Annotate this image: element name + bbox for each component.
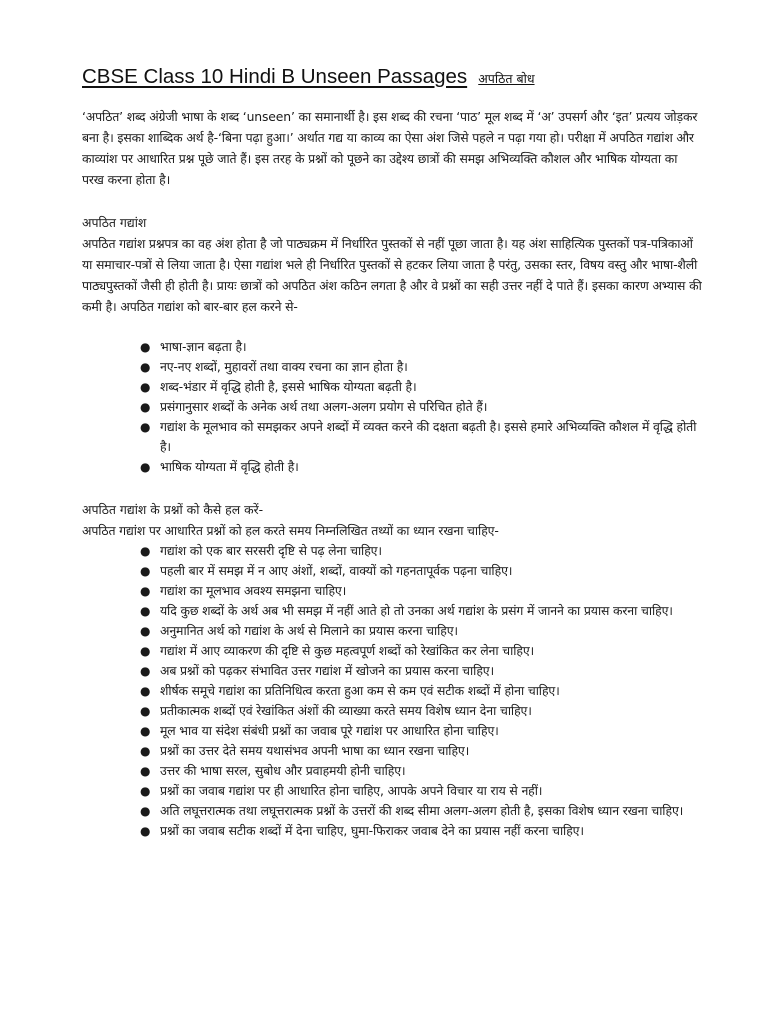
list-item: ● अति लघूत्तरात्मक तथा लघूत्तरात्मक प्रश्नों के उत्तरों की शब्द सीमा अलग-अलग होती है, इसका विशेष ध्यान रखना चाहिए।	[160, 801, 700, 821]
list-item: ● अब प्रश्नों को पढ़कर संभावित उत्तर गद्यांश में खोजने का प्रयास करना चाहिए।	[160, 661, 700, 681]
list-item: ● प्रश्नों का उत्तर देते समय यथासंभव अपनी भाषा का ध्यान रखना चाहिए।	[160, 741, 700, 761]
bullet-icon: ●	[140, 784, 151, 798]
document-title	[82, 62, 702, 94]
bullet-icon: ●	[140, 804, 151, 818]
bullet-icon: ●	[140, 360, 151, 374]
bullet-icon: ●	[140, 604, 151, 618]
bullet-icon: ●	[140, 744, 151, 758]
list-item: ● अनुमानित अर्थ को गद्यांश के अर्थ से मिलाने का प्रयास करना चाहिए।	[160, 621, 700, 641]
bullet-icon: ●	[140, 644, 151, 658]
bullet-icon: ●	[140, 704, 151, 718]
bullet-icon: ●	[140, 380, 151, 394]
list-item: ● पहली बार में समझ में न आए अंशों, शब्दों, वाक्यों को गहनतापूर्वक पढ़ना चाहिए।	[160, 561, 700, 581]
section1-paragraph: अपठित गद्यांश प्रश्नपत्र का वह अंश होता है जो पाठ्यक्रम में निर्धारित पुस्तकों से नहीं पूछा जाता है। यह अंश साहित्यिक पुस्तकों पत्र-पत्रिकाओं या समाचार-पत्रों से लिया जाता है। ऐसा गद्यांश भले ही निर्धारित पुस्तकों से हटकर लिया जाता है परंतु, उसका स्तर, विषय वस्तु और भाषा-शैली पाठ्यपुस्तकों जैसी ही होती है। प्रायः छात्रों को अपठित अंश कठिन लगता है और वे प्रश्नों का सही उत्तर नहीं दे पाते हैं। इसका कारण अभ्यास की कमी है। अपठित गद्यांश को बार-बार हल करने से-	[82, 236, 702, 314]
list-item: ● प्रसंगानुसार शब्दों के अनेक अर्थ तथा अलग-अलग प्रयोग से परिचित होते हैं।	[160, 397, 700, 417]
list-item: ● गद्यांश का मूलभाव अवश्य समझना चाहिए।	[160, 581, 700, 601]
list-item: ● नए-नए शब्दों, मुहावरों तथा वाक्य रचना का ज्ञान होता है।	[160, 357, 700, 377]
list-item: ● शीर्षक समूचे गद्यांश का प्रतिनिधित्व करता हुआ कम से कम एवं सटीक शब्दों में होना चाहिए।	[160, 681, 700, 701]
bullet-icon: ●	[140, 824, 151, 838]
list-item: ● भाषा-ज्ञान बढ़ता है।	[160, 337, 700, 357]
list-item: ● उत्तर की भाषा सरल, सुबोध और प्रवाहमयी होनी चाहिए।	[160, 761, 700, 781]
bullet-icon: ●	[140, 544, 151, 558]
tips-list	[140, 541, 700, 841]
section2-heading: अपठित गद्यांश के प्रश्नों को कैसे हल करें-	[82, 502, 264, 517]
list-item: ● गद्यांश को एक बार सरसरी दृष्टि से पढ़ लेना चाहिए।	[160, 541, 700, 561]
title-subtitle: अपठित बोध	[478, 71, 535, 86]
bullet-icon: ●	[140, 764, 151, 778]
bullet-icon: ●	[140, 664, 151, 678]
list-item: ● शब्द-भंडार में वृद्धि होती है, इससे भाषिक योग्यता बढ़ती है।	[160, 377, 700, 397]
bullet-icon: ●	[140, 420, 151, 434]
list-item: ● भाषिक योग्यता में वृद्धि होती है।	[160, 457, 700, 477]
benefits-list	[140, 337, 700, 477]
bullet-icon: ●	[140, 564, 151, 578]
section1-heading: अपठित गद्यांश	[82, 215, 147, 230]
list-item: ● प्रश्नों का जवाब सटीक शब्दों में देना चाहिए, घुमा-फिराकर जवाब देने का प्रयास नहीं करना चाहिए।	[160, 821, 700, 841]
list-item: ● गद्यांश के मूलभाव को समझकर अपने शब्दों में व्यक्त करने की दक्षता बढ़ती है। इससे हमारे अभिव्यक्ति कौशल में वृद्धि होती है।	[140, 419, 697, 454]
bullet-icon: ●	[140, 340, 151, 354]
bullet-icon: ●	[140, 584, 151, 598]
list-item: ● गद्यांश में आए व्याकरण की दृष्टि से कुछ महत्वपूर्ण शब्दों को रेखांकित कर लेना चाहिए।	[160, 641, 700, 661]
list-item: ● यदि कुछ शब्दों के अर्थ अब भी समझ में नहीं आते हो तो उनका अर्थ गद्यांश के प्रसंग में जानने का प्रयास करना चाहिए।	[160, 601, 700, 621]
list-item: ● प्रतीकात्मक शब्दों एवं रेखांकित अंशों की व्याख्या करते समय विशेष ध्यान देना चाहिए।	[160, 701, 700, 721]
bullet-icon: ●	[140, 724, 151, 738]
document-page	[82, 62, 702, 841]
title-main: CBSE Class 10 Hindi B Unseen Passages	[82, 65, 468, 88]
section2-intro: अपठित गद्यांश पर आधारित प्रश्नों को हल करते समय निम्नलिखित तथ्यों का ध्यान रखना चाहिए-	[82, 523, 499, 538]
list-item: ● मूल भाव या संदेश संबंधी प्रश्नों का जवाब पूरे गद्यांश पर आधारित होना चाहिए।	[160, 721, 700, 741]
bullet-icon: ●	[140, 624, 151, 638]
list-item: ● प्रश्नों का जवाब गद्यांश पर ही आधारित होना चाहिए, आपके अपने विचार या राय से नहीं।	[160, 781, 700, 801]
bullet-icon: ●	[140, 684, 151, 698]
bullet-icon: ●	[140, 400, 151, 414]
intro-paragraph: ‘अपठित’ शब्द अंग्रेजी भाषा के शब्द ‘unseen’ का समानार्थी है। इस शब्द की रचना ‘पाठ’ मूल शब्द में ‘अ’ उपसर्ग और ‘इत’ प्रत्यय जोड़कर बना है। इसका शाब्दिक अर्थ है-‘बिना पढ़ा हुआ।’ अर्थात गद्य या काव्य का ऐसा अंश जिसे पहले न पढ़ा गया हो। परीक्षा में अपठित गद्यांश और काव्यांश पर आधारित प्रश्न पूछे जाते हैं। इस तरह के प्रश्नों को पूछने का उद्देश्य छात्रों की समझ अभिव्यक्ति कौशल और भाषिक योग्यता का परख करना होता है।	[82, 109, 698, 187]
bullet-icon: ●	[140, 460, 151, 474]
